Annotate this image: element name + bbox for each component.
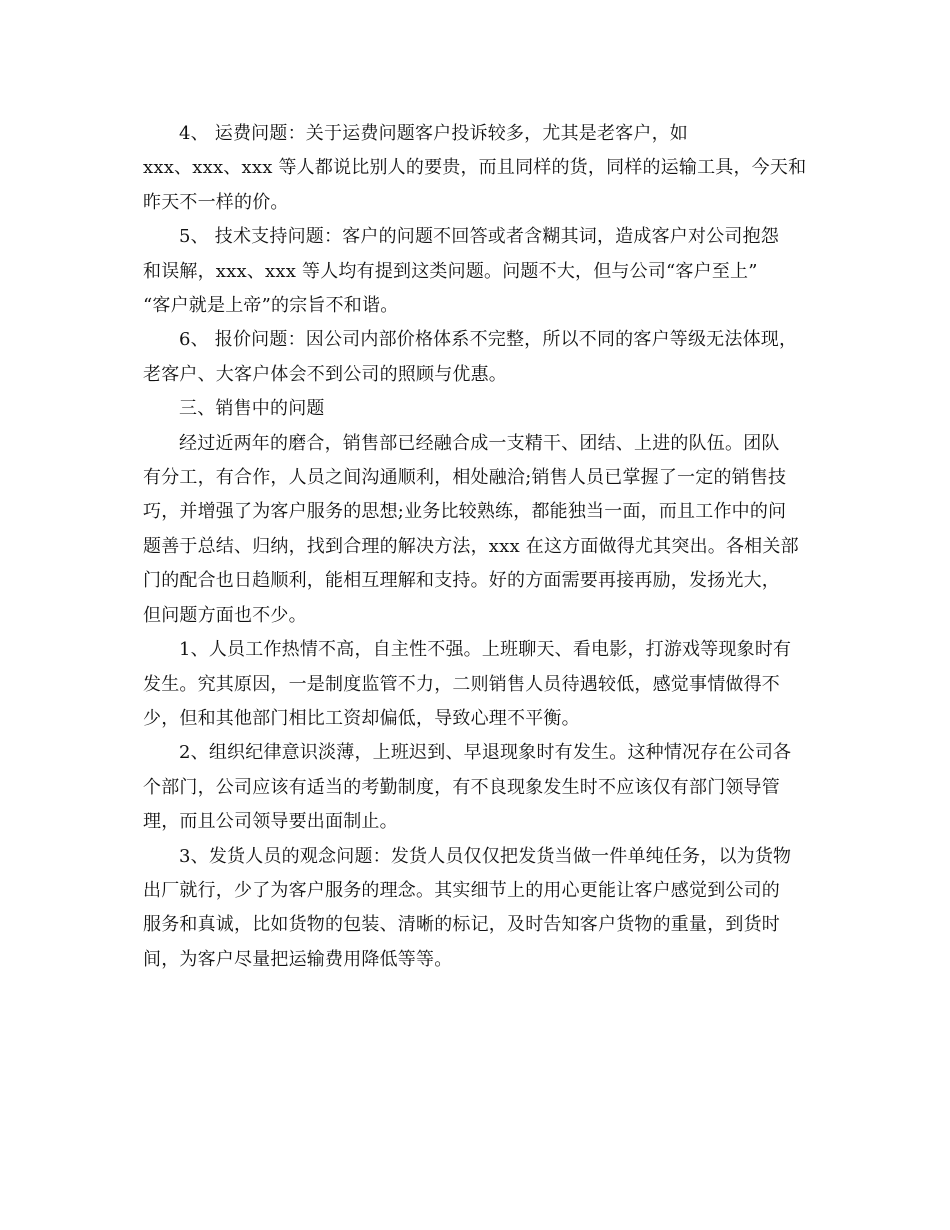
text-line: 少，但和其他部门相比工资却偏低，导致心理不平衡。 [143, 707, 580, 729]
text-line: 服务和真诚，比如货物的包装、清晰的标记，及时告知客户货物的重量，到货时 [143, 914, 780, 936]
text-line: 和误解，xxx、xxx 等人均有提到这类问题。问题不大，但与公司“客户至上” [143, 260, 758, 282]
text-line: “客户就是上帝”的宗旨不和谐。 [143, 295, 399, 317]
text-line: 1、人员工作热情不高，自主性不强。上班聊天、看电影，打游戏等现象时有 [179, 639, 792, 661]
text-line: 3、发货人员的观念问题：发货人员仅仅把发货当做一件单纯任务，以为货物 [179, 845, 792, 867]
text-line: 昨天不一样的价。 [143, 191, 289, 213]
text-line: 题善于总结、归纳，找到合理的解决方法，xxx 在这方面做得尤其突出。各相关部 [143, 535, 799, 557]
section-heading-text: 三、销售中的问题 [179, 398, 325, 420]
document-body [143, 117, 811, 977]
text-line: 个部门，公司应该有适当的考勤制度，有不良现象发生时不应该仅有部门领导管 [143, 776, 780, 798]
paragraph-item-5-tech-support [143, 220, 811, 323]
paragraph-problem-3 [143, 840, 811, 978]
text-line: 间，为客户尽量把运输费用降低等等。 [143, 948, 453, 970]
section-heading [143, 392, 811, 426]
text-line: 有分工，有合作，人员之间沟通顺利，相处融洽;销售人员已掌握了一定的销售技 [143, 467, 787, 489]
text-line: 但问题方面也不少。 [143, 604, 307, 626]
text-line: 5、 技术支持问题：客户的问题不回答或者含糊其词，造成客户对公司抱怨 [179, 226, 779, 248]
text-line: 经过近两年的磨合，销售部已经融合成一支精干、团结、上进的队伍。团队 [179, 432, 780, 454]
text-line: 4、 运费问题：关于运费问题客户投诉较多，尤其是老客户，如 [179, 123, 688, 144]
paragraph-problem-1 [143, 633, 811, 736]
text-line: 老客户、大客户体会不到公司的照顾与优惠。 [143, 363, 507, 385]
text-line: 发生。究其原因，一是制度监管不力，二则销售人员待遇较低，感觉事情做得不 [143, 673, 780, 695]
paragraph-problem-2 [143, 736, 811, 839]
text-line: 理，而且公司领导要出面制止。 [143, 811, 398, 833]
text-line: 2、组织纪律意识淡薄，上班迟到、早退现象时有发生。这种情况存在公司各 [179, 742, 792, 764]
paragraph-item-6-quotation [143, 323, 811, 392]
text-line: xxx、xxx、xxx 等人都说比别人的要贵，而且同样的货，同样的运输工具，今天和 [143, 157, 807, 179]
text-line: 巧，并增强了为客户服务的思想;业务比较熟练，都能独当一面，而且工作中的问 [143, 501, 787, 523]
text-line: 6、 报价问题：因公司内部价格体系不完整，所以不同的客户等级无法体现， [179, 329, 798, 351]
paragraph-section-intro [143, 427, 811, 633]
text-line: 门的配合也日趋顺利，能相互理解和支持。好的方面需要再接再励，发扬光大， [143, 570, 780, 592]
text-line: 出厂就行，少了为客户服务的理念。其实细节上的用心更能让客户感觉到公司的 [143, 879, 780, 901]
paragraph-item-4-freight [143, 117, 811, 220]
